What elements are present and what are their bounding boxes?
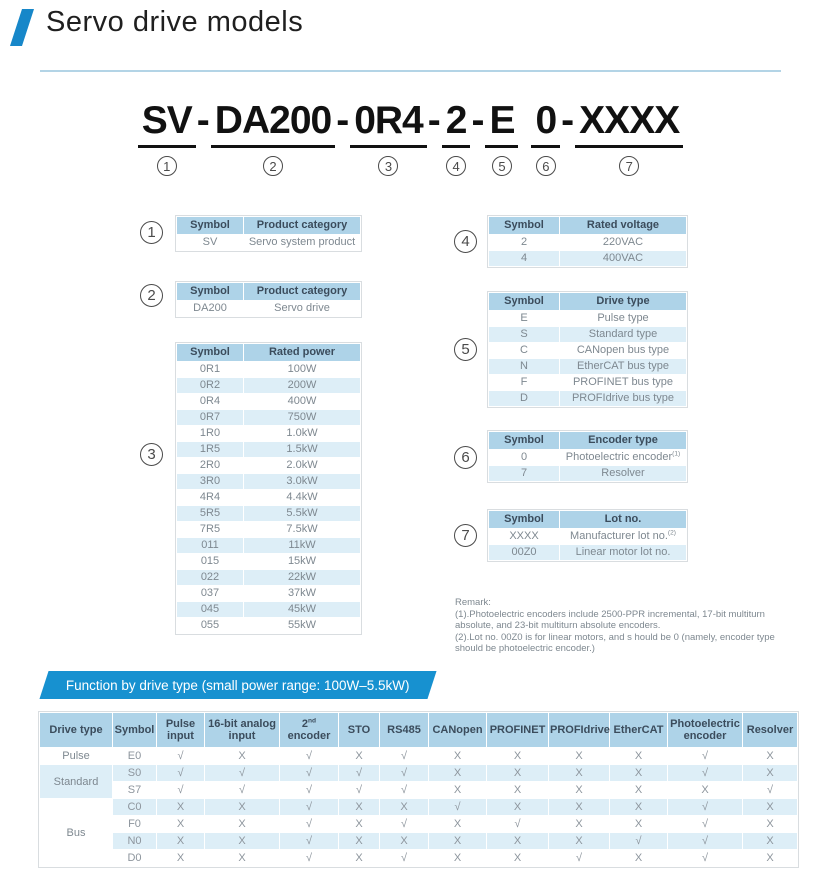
lot-no-table: [487, 509, 688, 562]
cell-value: [560, 450, 686, 465]
cell-symbol: 0R4: [177, 394, 243, 409]
table-row: [489, 311, 686, 326]
mark-cell: X: [339, 748, 379, 764]
table-marker-7: 7: [454, 524, 477, 547]
table-row: [489, 391, 686, 406]
table-row: [177, 506, 360, 521]
cell-symbol: D: [489, 391, 559, 406]
rated-power-table: [175, 342, 362, 635]
col-second-encoder: [280, 713, 338, 747]
table-marker-1: 1: [140, 221, 163, 244]
mark-cell: X: [487, 748, 548, 764]
table-row: [177, 522, 360, 537]
cell-group-pulse: Pulse: [40, 748, 112, 764]
cell-value: 4.4kW: [244, 490, 360, 505]
mark-cell: √: [280, 782, 338, 798]
header-row: [489, 511, 686, 528]
mark-cell: X: [610, 748, 667, 764]
mark-cell: √: [668, 833, 742, 849]
remark-note-1: (1).Photoelectric encoders include 2500-PPR incremental, 17-bit multiturn absolute, and 23-bit multiturn absolute encoders.: [455, 608, 765, 631]
remark-title: Remark:: [455, 597, 491, 608]
table-row: [177, 378, 360, 393]
table-row: [489, 466, 686, 481]
cell-symbol: 2R0: [177, 458, 243, 473]
cell-value: [560, 529, 686, 544]
cell-value: 200W: [244, 378, 360, 393]
mark-cell: √: [157, 765, 204, 781]
mark-cell: √: [668, 748, 742, 764]
model-segment-text: XXXX: [575, 100, 683, 148]
model-segment-number: 6: [536, 156, 556, 176]
cell-symbol: 5R5: [177, 506, 243, 521]
drive-type-table: [487, 291, 688, 408]
function-banner: [39, 671, 436, 699]
cell-value: PROFINET bus type: [560, 375, 686, 390]
table-row: [489, 375, 686, 390]
model-segment-number: 3: [378, 156, 398, 176]
header-row: [40, 713, 797, 747]
cell-symbol: E: [489, 311, 559, 326]
table-marker-5: 5: [454, 338, 477, 361]
col-product-category: Product category: [244, 283, 360, 300]
col-rated-voltage: Rated voltage: [560, 217, 686, 234]
model-code: [0, 100, 821, 176]
cell-value: 100W: [244, 362, 360, 377]
ordinal-sup: nd: [308, 717, 317, 725]
header-row: [489, 432, 686, 449]
footnote-ref: (1): [672, 450, 681, 458]
cell-text: Photoelectric encoder: [565, 451, 673, 463]
cell-value: 400W: [244, 394, 360, 409]
mark-cell: √: [280, 799, 338, 815]
col-product-category: Product category: [244, 217, 360, 234]
mark-cell: √: [380, 850, 428, 866]
table-row: [177, 570, 360, 585]
cell-group-bus: Bus: [40, 799, 112, 866]
model-separator: -: [336, 99, 350, 142]
col-canopen: CANopen: [429, 713, 486, 747]
mark-cell: X: [743, 799, 797, 815]
cell-symbol: 037: [177, 586, 243, 601]
table-marker-2: 2: [140, 284, 163, 307]
model-segment-number: 1: [157, 156, 177, 176]
cell-symbol: 2: [489, 235, 559, 250]
cell-value: 11kW: [244, 538, 360, 553]
table-row: [177, 410, 360, 425]
mark-cell: X: [487, 765, 548, 781]
mark-cell: √: [380, 816, 428, 832]
cell-symbol: XXXX: [489, 529, 559, 544]
table-row: [489, 545, 686, 560]
mark-cell: X: [205, 748, 279, 764]
cell-symbol: 00Z0: [489, 545, 559, 560]
mark-cell: X: [743, 850, 797, 866]
cell-symbol: F0: [113, 816, 156, 832]
mark-cell: X: [339, 799, 379, 815]
mark-cell: X: [429, 765, 486, 781]
table-row: [177, 458, 360, 473]
table-row-n0: [40, 833, 797, 849]
table-row: [177, 394, 360, 409]
model-segment-number: 2: [263, 156, 283, 176]
mark-cell: X: [549, 748, 609, 764]
col-symbol: Symbol: [489, 511, 559, 528]
mark-cell: X: [205, 833, 279, 849]
mark-cell: X: [487, 833, 548, 849]
cell-value: 220VAC: [560, 235, 686, 250]
table-row: [489, 343, 686, 358]
cell-value: Servo drive: [244, 301, 360, 316]
cell-symbol: S7: [113, 782, 156, 798]
remark-note-2: (2).Lot no. 00Z0 is for linear motors, and s hould be 0 (namely, encoder type should be photoelectric encoder.): [455, 631, 775, 654]
col-symbol: Symbol: [177, 283, 243, 300]
cell-symbol: 055: [177, 618, 243, 633]
footnote-ref: (2): [667, 529, 676, 537]
mark-cell: X: [610, 782, 667, 798]
title-divider: [40, 70, 781, 72]
product-category-table-1: [175, 215, 362, 252]
mark-cell: X: [668, 782, 742, 798]
mark-cell: √: [429, 799, 486, 815]
mark-cell: X: [157, 850, 204, 866]
col-drive-type: Drive type: [40, 713, 112, 747]
product-category-table-2: [175, 281, 362, 318]
cell-value: Pulse type: [560, 311, 686, 326]
mark-cell: √: [668, 799, 742, 815]
col-profinet: PROFINET: [487, 713, 548, 747]
model-separator: -: [427, 99, 441, 142]
cell-symbol: 1R5: [177, 442, 243, 457]
col-sto: STO: [339, 713, 379, 747]
table-row: [489, 529, 686, 544]
cell-symbol: SV: [177, 235, 243, 250]
cell-value: Servo system product: [244, 235, 360, 250]
cell-symbol: DA200: [177, 301, 243, 316]
cell-value: 1.5kW: [244, 442, 360, 457]
mark-cell: X: [429, 748, 486, 764]
mark-cell: √: [549, 850, 609, 866]
cell-value: 3.0kW: [244, 474, 360, 489]
col-rated-power: Rated power: [244, 344, 360, 361]
col-symbol: Symbol: [489, 217, 559, 234]
mark-cell: X: [429, 782, 486, 798]
mark-cell: X: [205, 850, 279, 866]
title-slash-icon: [10, 9, 34, 46]
cell-value: Linear motor lot no.: [560, 545, 686, 560]
cell-value: 5.5kW: [244, 506, 360, 521]
cell-symbol: 0: [489, 450, 559, 465]
col-analog-input: 16-bit analog input: [205, 713, 279, 747]
cell-symbol: C0: [113, 799, 156, 815]
cell-symbol: N0: [113, 833, 156, 849]
model-segment-1: [138, 100, 196, 176]
header-row: [177, 283, 360, 300]
table-row-d0: [40, 850, 797, 866]
cell-value: PROFIdrive bus type: [560, 391, 686, 406]
table-row-e0: [40, 748, 797, 764]
cell-symbol: 045: [177, 602, 243, 617]
col-profidrive: PROFIdrive: [549, 713, 609, 747]
col-resolver: Resolver: [743, 713, 797, 747]
table-marker-4: 4: [454, 230, 477, 253]
col-symbol: Symbol: [177, 217, 243, 234]
col-symbol: Symbol: [489, 432, 559, 449]
header-row: [177, 217, 360, 234]
col-lot-no: Lot no.: [560, 511, 686, 528]
model-segment-7: [575, 100, 683, 176]
mark-cell: √: [380, 765, 428, 781]
table-row-c0: [40, 799, 797, 815]
col-symbol: Symbol: [177, 344, 243, 361]
mark-cell: X: [610, 765, 667, 781]
function-banner-text: Function by drive type (small power range: 100W–5.5kW): [66, 677, 410, 693]
col-ethercat: EtherCAT: [610, 713, 667, 747]
model-segment-text: 0: [531, 100, 560, 148]
mark-cell: √: [205, 765, 279, 781]
mark-cell: √: [668, 765, 742, 781]
header-row: [489, 293, 686, 310]
table-row: [489, 327, 686, 342]
mark-cell: √: [157, 782, 204, 798]
cell-symbol: 7: [489, 466, 559, 481]
col-photoelectric-encoder: Photoelectric encoder: [668, 713, 742, 747]
model-segment-text: 2: [442, 100, 471, 148]
table-row: [177, 618, 360, 633]
mark-cell: √: [280, 816, 338, 832]
mark-cell: X: [487, 850, 548, 866]
mark-cell: X: [549, 765, 609, 781]
cell-value: 7.5kW: [244, 522, 360, 537]
mark-cell: X: [610, 850, 667, 866]
table-row-s0: [40, 765, 797, 781]
mark-cell: X: [205, 799, 279, 815]
mark-cell: √: [668, 850, 742, 866]
model-segment-4: [442, 100, 471, 176]
mark-cell: X: [429, 850, 486, 866]
cell-symbol: 3R0: [177, 474, 243, 489]
table-row: [489, 450, 686, 465]
cell-value: Standard type: [560, 327, 686, 342]
col-rs485: RS485: [380, 713, 428, 747]
mark-cell: √: [743, 782, 797, 798]
mark-cell: X: [429, 816, 486, 832]
model-segment-number: 7: [619, 156, 639, 176]
mark-cell: X: [610, 816, 667, 832]
cell-symbol: 0R1: [177, 362, 243, 377]
cell-symbol: 015: [177, 554, 243, 569]
table-row: [177, 362, 360, 377]
function-table: [38, 711, 799, 868]
table-row-s7: [40, 782, 797, 798]
mark-cell: √: [339, 782, 379, 798]
cell-value: 45kW: [244, 602, 360, 617]
model-separator: -: [561, 99, 575, 142]
cell-value: Resolver: [560, 466, 686, 481]
encoder-type-table: [487, 430, 688, 483]
cell-value: 1.0kW: [244, 426, 360, 441]
header-row: [489, 217, 686, 234]
mark-cell: √: [280, 765, 338, 781]
table-row: [177, 442, 360, 457]
mark-cell: √: [380, 748, 428, 764]
mark-cell: X: [339, 850, 379, 866]
mark-cell: √: [339, 765, 379, 781]
col-drive-type: Drive type: [560, 293, 686, 310]
cell-value: 22kW: [244, 570, 360, 585]
page-title: Servo drive models: [46, 6, 304, 38]
model-segment-text: SV: [138, 100, 196, 148]
table-row: [177, 474, 360, 489]
mark-cell: X: [549, 816, 609, 832]
header-text: encoder: [287, 730, 331, 742]
table-row: [177, 586, 360, 601]
mark-cell: X: [549, 782, 609, 798]
model-separator: -: [196, 99, 210, 142]
mark-cell: X: [487, 799, 548, 815]
mark-cell: X: [157, 799, 204, 815]
remark-block: [455, 597, 793, 655]
mark-cell: X: [610, 799, 667, 815]
cell-symbol: 4: [489, 251, 559, 266]
cell-symbol: 1R0: [177, 426, 243, 441]
cell-symbol: 022: [177, 570, 243, 585]
mark-cell: √: [157, 748, 204, 764]
table-row: [177, 490, 360, 505]
table-marker-3: 3: [140, 443, 163, 466]
mark-cell: X: [339, 816, 379, 832]
mark-cell: √: [280, 850, 338, 866]
cell-value: 15kW: [244, 554, 360, 569]
cell-symbol: S: [489, 327, 559, 342]
model-segment-number: 5: [492, 156, 512, 176]
cell-text: Manufacturer lot no.: [570, 530, 668, 542]
cell-value: 37kW: [244, 586, 360, 601]
cell-symbol: N: [489, 359, 559, 374]
mark-cell: X: [205, 816, 279, 832]
table-row: [489, 251, 686, 266]
mark-cell: X: [429, 833, 486, 849]
model-segment-6: [531, 100, 560, 176]
mark-cell: X: [549, 799, 609, 815]
cell-value: EtherCAT bus type: [560, 359, 686, 374]
header-text: 2: [301, 718, 309, 730]
mark-cell: X: [157, 833, 204, 849]
table-row: [177, 554, 360, 569]
table-row: [177, 426, 360, 441]
cell-value: 2.0kW: [244, 458, 360, 473]
model-segment-text: E: [485, 100, 518, 148]
model-segment-text: 0R4: [350, 100, 427, 148]
mark-cell: X: [743, 765, 797, 781]
cell-group-standard: Standard: [40, 765, 112, 798]
col-encoder-type: Encoder type: [560, 432, 686, 449]
model-segment-5: [485, 100, 518, 176]
cell-symbol: 4R4: [177, 490, 243, 505]
mark-cell: X: [549, 833, 609, 849]
table-row: [177, 538, 360, 553]
cell-value: 55kW: [244, 618, 360, 633]
model-segment-2: [211, 100, 335, 176]
table-row: [489, 235, 686, 250]
table-row: [489, 359, 686, 374]
model-separator: -: [471, 99, 485, 142]
mark-cell: X: [743, 748, 797, 764]
header-row: [177, 344, 360, 361]
model-segment-number: 4: [446, 156, 466, 176]
cell-symbol: 7R5: [177, 522, 243, 537]
mark-cell: X: [487, 782, 548, 798]
cell-value: 750W: [244, 410, 360, 425]
table-row: [177, 301, 360, 316]
cell-symbol: 0R7: [177, 410, 243, 425]
model-segment-3: [350, 100, 427, 176]
table-row: [177, 602, 360, 617]
mark-cell: X: [743, 816, 797, 832]
col-symbol: Symbol: [489, 293, 559, 310]
cell-symbol: 011: [177, 538, 243, 553]
cell-symbol: C: [489, 343, 559, 358]
table-row-f0: [40, 816, 797, 832]
table-row: [177, 235, 360, 250]
mark-cell: X: [339, 833, 379, 849]
cell-symbol: S0: [113, 765, 156, 781]
cell-value: 400VAC: [560, 251, 686, 266]
mark-cell: √: [280, 833, 338, 849]
model-segment-text: DA200: [211, 100, 335, 148]
cell-symbol: E0: [113, 748, 156, 764]
cell-value: CANopen bus type: [560, 343, 686, 358]
table-marker-6: 6: [454, 446, 477, 469]
mark-cell: X: [157, 816, 204, 832]
cell-symbol: F: [489, 375, 559, 390]
cell-symbol: D0: [113, 850, 156, 866]
mark-cell: √: [610, 833, 667, 849]
mark-cell: √: [205, 782, 279, 798]
mark-cell: √: [668, 816, 742, 832]
mark-cell: √: [280, 748, 338, 764]
rated-voltage-table: [487, 215, 688, 268]
mark-cell: √: [380, 782, 428, 798]
mark-cell: X: [743, 833, 797, 849]
col-pulse-input: Pulse input: [157, 713, 204, 747]
mark-cell: √: [487, 816, 548, 832]
cell-symbol: 0R2: [177, 378, 243, 393]
mark-cell: X: [380, 799, 428, 815]
mark-cell: X: [380, 833, 428, 849]
col-symbol: Symbol: [113, 713, 156, 747]
